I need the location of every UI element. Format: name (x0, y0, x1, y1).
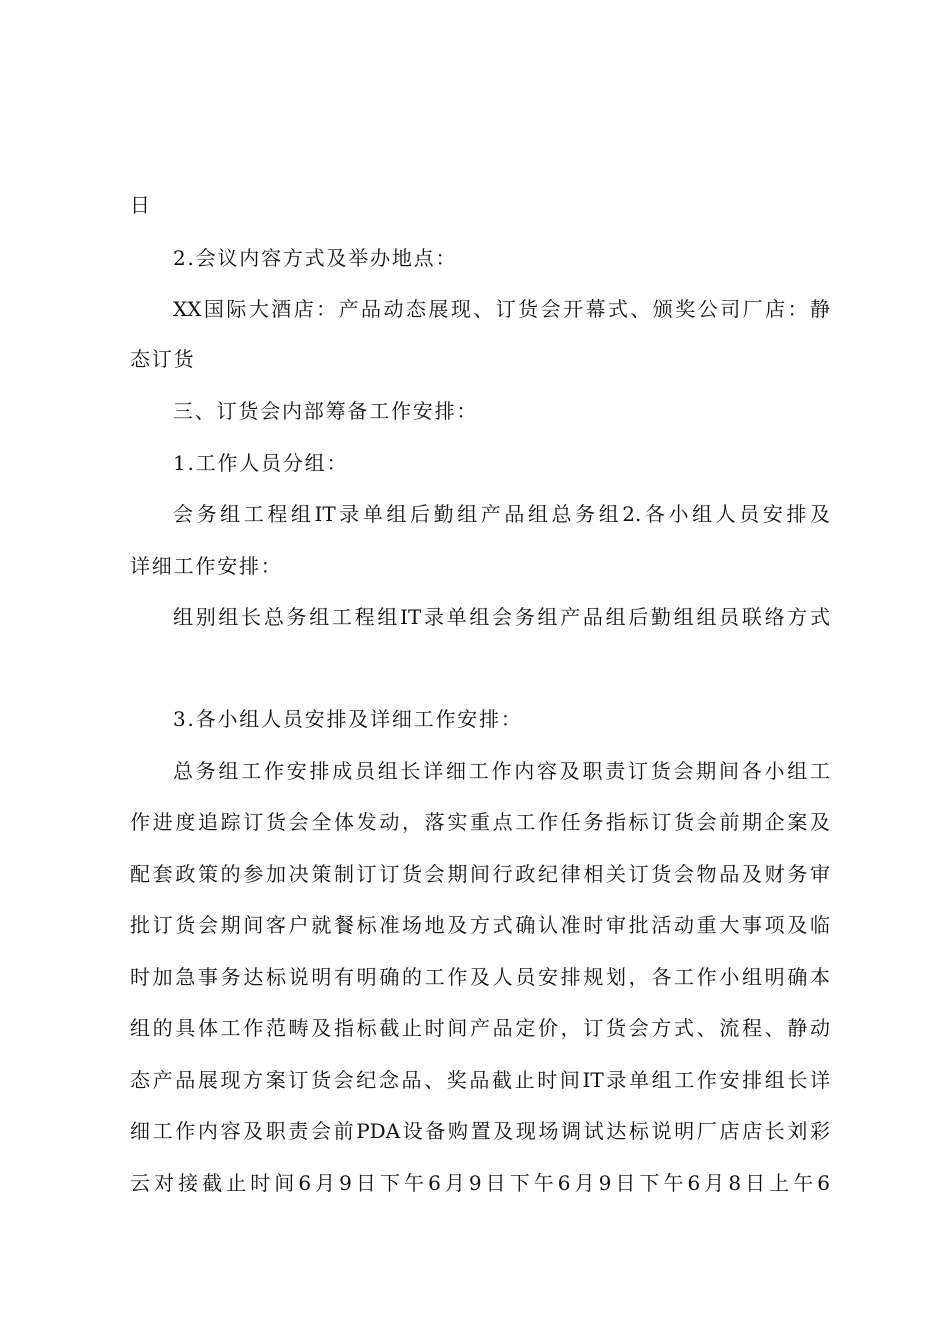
section-heading-group-arrangements: 3.各小组人员安排及详细工作安排： (173, 707, 523, 731)
text-line-venue-cont: 态订货 (130, 347, 196, 371)
text-line-venue: XX国际大酒店：产品动态展现、订货会开幕式、颁奖公司厂店：静 (173, 297, 830, 321)
paragraph-line-7: 态产品展现方案订货会纪念品、奖品截止时间IT录单组工作安排组长详 (130, 1068, 830, 1092)
paragraph-line-6: 组的具体工作范畴及指标截止时间产品定价，订货会方式、流程、静动 (130, 1016, 830, 1040)
text-line-groups-cont: 详细工作安排： (130, 554, 283, 578)
section-heading-meeting-content: 2.会议内容方式及举办地点： (173, 246, 458, 270)
section-heading-staff-groups: 1.工作人员分组： (173, 451, 349, 475)
text-line-group-table: 组别组长总务组工程组IT录单组会务组产品组后勤组组员联络方式 (173, 605, 830, 629)
paragraph-line-1: 总务组工作安排成员组长详细工作内容及职责订货会期间各小组工 (173, 759, 830, 783)
paragraph-line-5: 时加急事务达标说明有明确的工作及人员安排规划，各工作小组明确本 (130, 965, 830, 989)
section-heading-preparation: 三、订货会内部筹备工作安排： (173, 399, 479, 423)
paragraph-line-4: 批订货会期间客户就餐标准场地及方式确认准时审批活动重大事项及临 (130, 913, 830, 937)
text-line-groups: 会务组工程组IT录单组后勤组产品组总务组2.各小组人员安排及 (173, 502, 830, 526)
paragraph-line-2: 作进度追踪订货会全体发动，落实重点工作任务指标订货会前期企案及 (130, 810, 830, 834)
paragraph-line-8: 细工作内容及职责会前PDA设备购置及现场调试达标说明厂店店长刘彩 (130, 1119, 830, 1143)
paragraph-line-9: 云对接截止时间6月9日下午6月9日下午6月9日下午6月8日上午6 (130, 1171, 830, 1195)
paragraph-line-3: 配套政策的参加决策制订订货会期间行政纪律相关订货会物品及财务审 (130, 862, 830, 886)
text-line-1: 日 (130, 193, 152, 217)
